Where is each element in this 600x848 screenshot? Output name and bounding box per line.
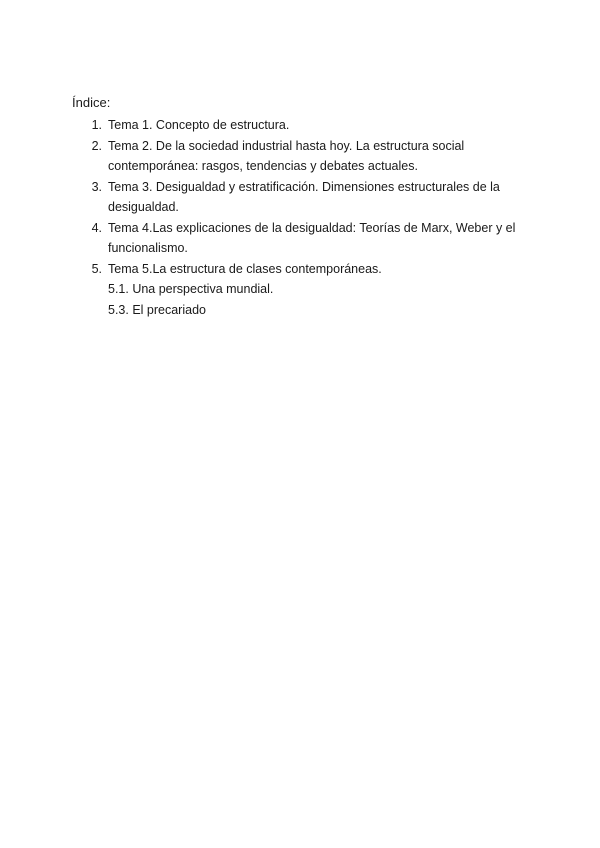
toc-item-4 — [72, 218, 532, 259]
toc-item-text: Tema 5.La estructura de clases contemporáneas. — [108, 261, 382, 276]
toc-item-text: Tema 3. Desigualdad y estratificación. Dimensiones estructurales de la desigualdad. — [108, 179, 500, 214]
toc-item-3 — [72, 177, 532, 218]
toc-item-number: 5. — [91, 261, 102, 276]
index-heading: Índice: — [72, 95, 111, 110]
toc-item-2 — [72, 136, 532, 177]
toc-item-number: 2. — [91, 138, 102, 153]
toc-item-number: 1. — [91, 118, 102, 132]
toc-item-5 — [72, 259, 532, 280]
toc-subitem-5-1: 5.1. Una perspectiva mundial. — [108, 282, 274, 296]
table-of-contents — [72, 115, 532, 320]
toc-item-number: 4. — [91, 220, 102, 235]
toc-subsection-list — [72, 279, 532, 320]
toc-subitem-5-3: 5.3. El precariado — [108, 302, 206, 317]
toc-item-1 — [72, 115, 532, 136]
toc-subsection-list-container — [72, 279, 532, 320]
toc-item-text: Tema 2. De la sociedad industrial hasta hoy. La estructura social contemporánea: rasgos, tendencias y debates actuales. — [108, 138, 465, 173]
toc-item-text: Tema 1. Concepto de estructura. — [108, 118, 290, 132]
toc-item-number: 3. — [91, 179, 102, 194]
toc-item-text: Tema 4.Las explicaciones de la desigualdad: Teorías de Marx, Weber y el funcionalismo. — [108, 220, 516, 255]
